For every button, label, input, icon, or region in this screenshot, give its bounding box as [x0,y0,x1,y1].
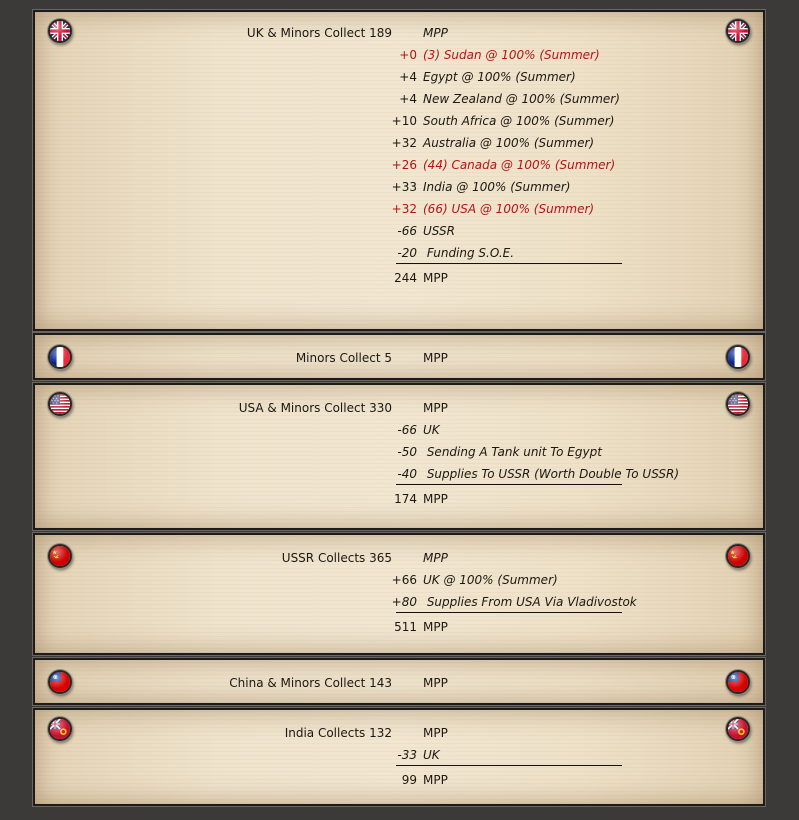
india-flag-icon [48,717,72,741]
row-label: UK [423,748,440,762]
panel-header-text: USSR Collects 365 [281,551,392,565]
row-label: India @ 100% (Summer) [423,180,571,194]
france-flag-icon [48,345,72,369]
total-amount: 244 [394,271,417,285]
total-unit: MPP [423,773,448,787]
row-amount: +33 [391,180,417,194]
row-label: Australia @ 100% (Summer) [423,136,595,150]
row-label: UK @ 100% (Summer) [423,573,558,587]
usa-flag-icon [48,392,72,416]
row-label: (44) Canada @ 100% (Summer) [423,158,616,172]
india-flag-icon [726,717,750,741]
panel-header-unit: MPP [423,26,448,40]
panel-ussr [33,533,765,655]
panel-header-unit: MPP [423,551,448,565]
row-label: UK [423,423,440,437]
row-amount: +32 [391,202,417,216]
row-label: (66) USA @ 100% (Summer) [423,202,595,216]
total-amount: 174 [394,492,417,506]
row-label: Sending A Tank unit To Egypt [423,445,602,459]
panel-header-unit: MPP [423,351,448,365]
row-amount: -40 [397,467,417,481]
total-unit: MPP [423,492,448,506]
sum-divider [396,765,622,766]
total-unit: MPP [423,620,448,634]
row-amount: +10 [391,114,417,128]
row-label: (3) Sudan @ 100% (Summer) [423,48,600,62]
row-amount: -66 [397,423,417,437]
total-amount: 511 [394,620,417,634]
panel-header-text: India Collects 132 [284,726,392,740]
panel-header-text: China & Minors Collect 143 [229,676,392,690]
row-label: Supplies From USA Via Vladivostok [423,595,637,609]
row-label: USSR [423,224,455,238]
row-label: Funding S.O.E. [423,246,515,260]
uk-flag-icon [48,19,72,43]
row-amount: +4 [399,92,417,106]
ussr-flag-icon [48,544,72,568]
row-label: New Zealand @ 100% (Summer) [423,92,620,106]
sum-divider [396,263,622,264]
panel-china [33,658,765,705]
panel-usa [33,383,765,530]
sum-divider [396,612,622,613]
panel-header-text: UK & Minors Collect 189 [246,26,392,40]
china-flag-icon [48,670,72,694]
total-unit: MPP [423,271,448,285]
total-amount: 99 [401,773,417,787]
panel-france [33,333,765,380]
row-amount: +32 [391,136,417,150]
row-amount: +4 [399,70,417,84]
row-amount: +0 [399,48,417,62]
panel-header-unit: MPP [423,726,448,740]
panel-header-text: USA & Minors Collect 330 [238,401,392,415]
row-amount: +26 [391,158,417,172]
ussr-flag-icon [726,544,750,568]
row-amount: -33 [397,748,417,762]
row-label: South Africa @ 100% (Summer) [423,114,615,128]
row-amount: -50 [397,445,417,459]
panel-header-unit: MPP [423,401,448,415]
row-amount: -66 [397,224,417,238]
panel-header-text: Minors Collect 5 [295,351,392,365]
sum-divider [396,484,622,485]
row-label: Egypt @ 100% (Summer) [423,70,576,84]
panel-header-unit: MPP [423,676,448,690]
panel-india [33,708,765,806]
uk-flag-icon [726,19,750,43]
china-flag-icon [726,670,750,694]
row-amount: +66 [391,573,417,587]
france-flag-icon [726,345,750,369]
panel-uk [33,10,765,331]
usa-flag-icon [726,392,750,416]
row-amount: -20 [397,246,417,260]
row-label: Supplies To USSR (Worth Double To USSR) [423,467,680,481]
row-amount: +80 [391,595,417,609]
